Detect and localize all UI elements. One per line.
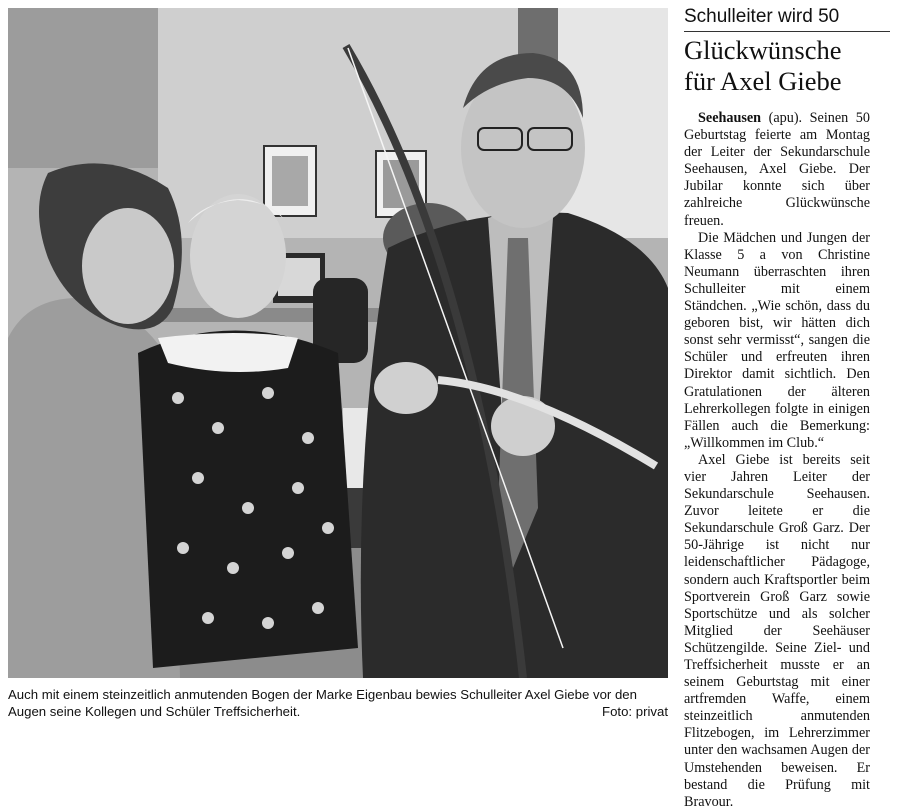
headline bbox=[684, 35, 890, 97]
article-paragraph-3: Axel Giebe ist bereits seit vier Jahren Leiter der Sekundarschule Seehausen. Zuvor leitete er die Sekundarschule Groß Garz. Der 50-Jährige ist nicht nur leidenschaftlicher Pädagoge, sondern auch Kraftsportler beim Sportverein Groß Garz sowie Sportschütze und als solcher Mitglied der Seehäuser Schützengilde. Seine Ziel- und Treffsicherheit musste er an seinem Geburtstag mit einer artfremden Waffe, einem steinzeitlich anmutenden Flitzebogen, im Lehrerzimmer unter den wachsamen Augen der Umstehenden beweisen. Er bestand die Prüfung mit Bravour. bbox=[684, 451, 870, 810]
dateline: Seehausen bbox=[698, 110, 762, 126]
paragraph-1-text: (apu). Seinen 50 Geburtstag feierte am Montag der Leiter der Sekundarschule Seehausen, Axel Giebe. Der Jubilar konnte sich über zahlreiche Glückwünsche freuen. bbox=[684, 110, 870, 229]
caption-text: Auch mit einem steinzeitlich anmutenden Bogen der Marke Eigenbau bewies Schulleiter Axel Giebe vor den Augen seine Kollegen und Schüler Treffsicherheit. bbox=[8, 687, 637, 719]
photo-illustration bbox=[8, 8, 668, 678]
article-body bbox=[684, 110, 870, 811]
photo-caption bbox=[8, 686, 668, 720]
headline-line-1: Glückwünsche bbox=[684, 35, 842, 65]
photo-credit: Foto: privat bbox=[602, 704, 668, 719]
news-photo bbox=[8, 8, 668, 678]
headline-line-2: für Axel Giebe bbox=[684, 66, 842, 96]
article-paragraph-2: Die Mädchen und Jungen der Klasse 5 a von Christine Neumann überraschten ihren Schulleiter mit einem Ständchen. „Wie schön, dass du geboren bist, wir hätten dich sonst sehr vermisst“, sangen die Schüler und erfreuten ihren Direktor damit sichtlich. Den Gratulationen der älteren Lehrerkollegen folgte in einigen Fällen auch die Bemerkung: „Willkommen im Club.“ bbox=[684, 229, 870, 451]
kicker: Schulleiter wird 50 bbox=[684, 6, 890, 32]
article-paragraph-1 bbox=[684, 110, 870, 230]
